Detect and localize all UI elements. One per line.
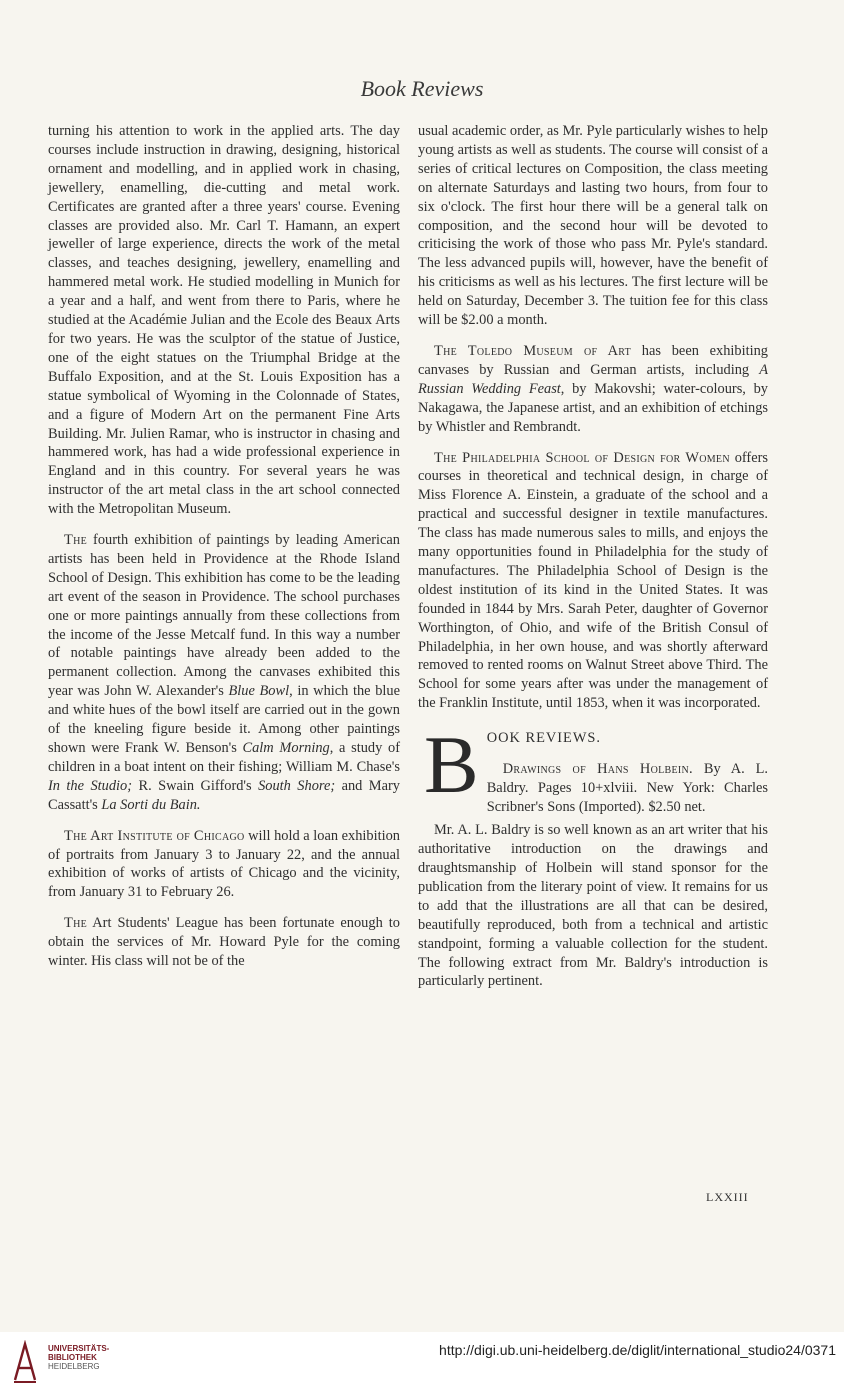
library-logo-icon — [12, 1340, 38, 1384]
artwork-title: A Russian Wedding Feast — [418, 361, 768, 397]
lead-in: The — [64, 915, 88, 932]
source-url-link[interactable]: http://digi.ub.uni-heidelberg.de/diglit/international_studio24/0371 — [439, 1342, 836, 1358]
lead-in: The Art Institute of Chicago — [64, 827, 245, 844]
running-head: Book Reviews — [360, 76, 484, 101]
right-column — [418, 122, 768, 991]
book-title: Drawings of Hans Holbein. — [502, 761, 693, 778]
paragraph-applied-arts: turning his attention to work in the applied arts. The day courses include instruction in drawing, designing, historical ornament and modelling, and in applied work in chasing, jewellery, enamelling, die-cutting and metal work. Certificates are granted after a three years' course. Evening classes are provided also. Mr. Carl T. Hamann, an expert jeweller of large experience, directs the work of the metal classes, and teaches designing, jewellery, enamelling and hammered metal work. He studied modelling in Munich for a year and a half, and went from there to Paris, where he studied at the Académie Julian and the Ecole des Beaux Arts for two years. He was the sculptor of the statue of Justice, one of the eight statues on the Triumphal Bridge at the Buffalo Exposition, and at the St. Louis Exposition has a statue symbolical of Wyoming in the Colonnade of States, and a figure of Modern Art on the permanent Fine Arts Building. Mr. Julien Ramar, who is instructor in chasing and hammered work, has had a wide professional experience in England and in this country. For several years he was instructor of the art metal class in the art school connected with the Metropolitan Museum. — [48, 123, 400, 518]
paragraph-art-students-league: The Art Students' League has been fortunate enough to obtain the services of Mr. Howard Pyle for the coming winter. His class will not be of the — [48, 915, 400, 970]
paragraph-pyle-class: usual academic order, as Mr. Pyle particularly wishes to help young artists as well as students. The course will consist of a series of critical lectures on Composition, the class meeting on alternate Saturdays and lasting two hours, from four to six o'clock. The first hour there will be a general talk on composition, and the second hour will be devoted to criticising the work of those who pass Mr. Pyle's standard. The less advanced pupils will, however, have the benefit of his criticisms as well as his lectures. The first lecture will be held on Saturday, December 3. The tuition fee for this class will be $2.00 a month. — [418, 123, 768, 329]
paragraph-art-institute-chicago: The Art Institute of Chicago will hold a loan exhibition of portraits from January 3 to January 22, and the annual exhibition of works of artists of Chicago and the vicinity, from January 31 to February 26. — [48, 827, 400, 901]
paragraph-providence-exhibition: The fourth exhibition of paintings by leading American artists has been held in Providence at the Rhode Island School of Design. This exhibition has come to be the leading art event of the season in Providence. The school purchases one or more paintings annually from these collections from the income of the Jesse Metcalf fund. In this way a number of notable paintings have already been added to the permanent collection. Among the canvases exhibited this year was John W. Alexander's Blue Bowl, in which the blue and white hues of the bowl itself are carried out in the gown of the kneeling figure beside it. Among other paintings shown were Frank W. Benson's Calm Morning, a study of children in a boat intent on their fishing; William M. Chase's In the Studio; R. Swain Gifford's South Shore; and Mary Cassatt's La Sorti du Bain. — [48, 532, 400, 813]
artwork-title: Calm Morning — [242, 740, 330, 756]
book-publication-details: By A. L. Baldry. Pages 10+xlviii. New York: Charles Scribner's Sons (Imported). $2.50 net. — [486, 761, 768, 815]
lead-in: The Toledo Museum of Art — [434, 342, 632, 359]
page-number: LXXIII — [706, 1190, 749, 1204]
book-reviews-section — [418, 719, 768, 821]
book-review-text: Mr. A. L. Baldry is so well known as an art writer that his authoritative introduction on the drawings and draughtsmanship of Holbein will stand sponsor for the publication from the literary point of view. It remains for us to add that the illustrations are all that can be desired, beautifully reproduced, both from a technical and artistic standpoint, forming a valuable collection for the student. The following extract from Mr. Baldry's introduction is particularly pertinent. — [418, 822, 768, 990]
paragraph-toledo-museum: The Toledo Museum of Art has been exhibiting canvases by Russian and German artists, including A Russian Wedding Feast, by Makovshi; water-colours, by Nakagawa, the Japanese artist, and an exhibition of etchings by Whistler and Rembrandt. — [418, 342, 768, 435]
left-column — [48, 122, 400, 971]
library-name: UNIVERSITÄTS- BIBLIOTHEK HEIDELBERG — [48, 1344, 110, 1371]
artwork-title: South Shore; — [258, 777, 336, 794]
paragraph-philadelphia-school: The Philadelphia School of Design for Women offers courses in theoretical and technical design, in charge of Miss Florence A. Einstein, a graduate of the school and a practical and successful designer in textile manufactures. The class has made numerous sales to mills, and enjoys the many opportunities found in Philadelphia for the study of manufactures. The Philadelphia School of Design is the oldest institution of its kind in the United States. It was founded in 1844 by Mrs. Sarah Peter, daughter of Governor Worthington, of Ohio, and wife of the British Consul of Philadelphia, in her own house, and was shortly afterward removed to rented rooms on Walnut Street above Third. The School for some years after was under the management of the Franklin Institute, until 1853, when it was incorporated. — [418, 449, 768, 712]
digitization-footer — [0, 1332, 844, 1393]
lead-in: The Philadelphia School of Design for Women — [434, 449, 730, 466]
section-heading: OOK REVIEWS. — [486, 730, 602, 747]
artwork-title: In the Studio; — [48, 777, 133, 794]
lead-in: The — [64, 532, 88, 549]
artwork-title: La Sorti du Bain. — [101, 796, 201, 813]
drop-cap: B — [424, 719, 479, 811]
artwork-title: Blue Bowl — [228, 683, 290, 700]
